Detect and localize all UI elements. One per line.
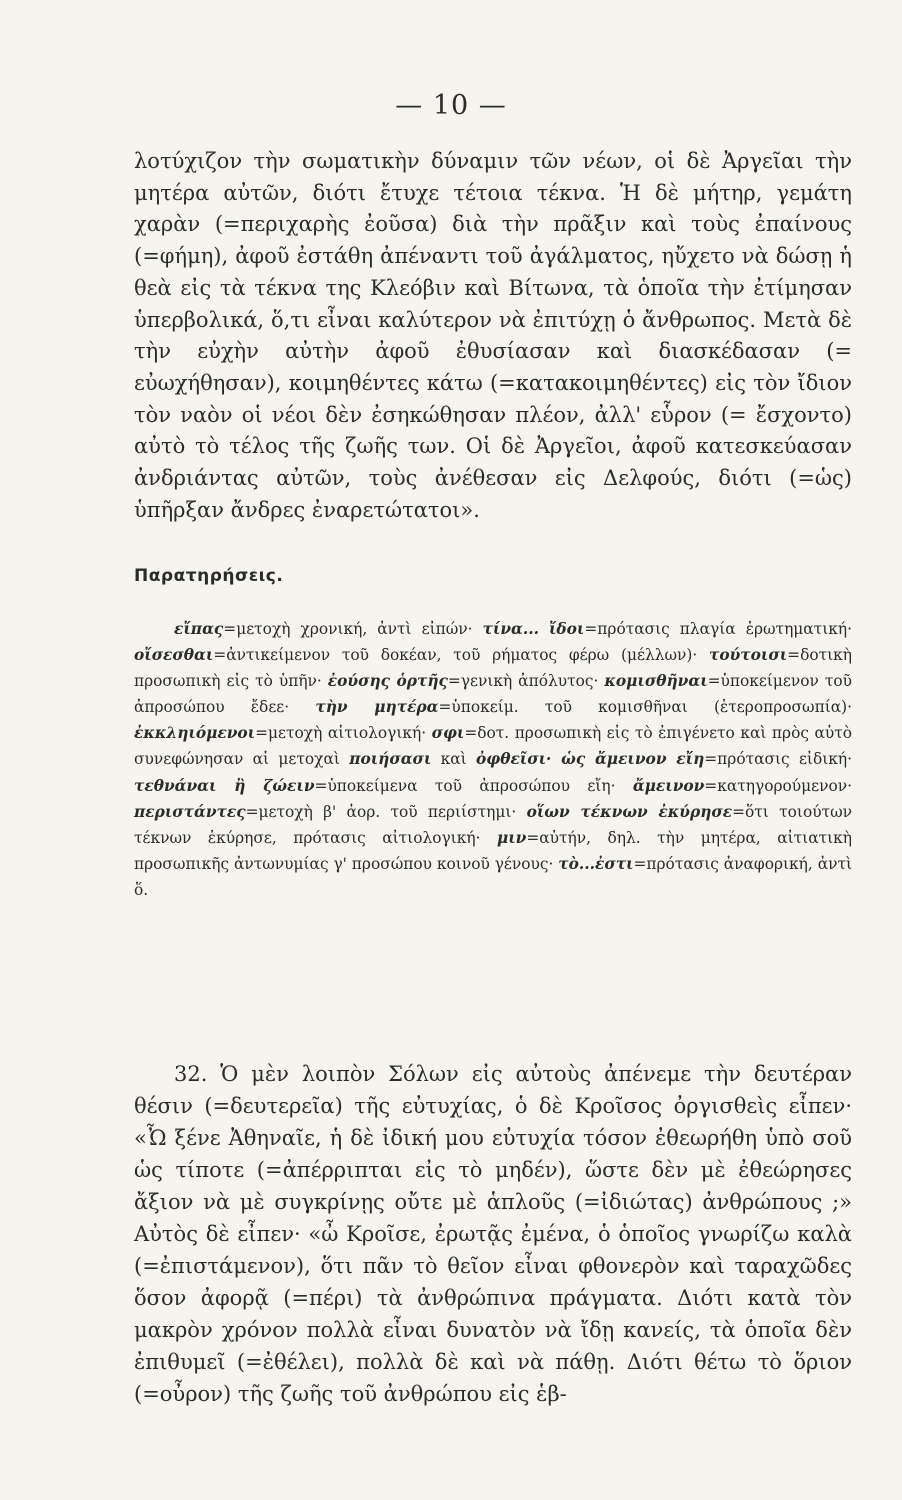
note-text xyxy=(539,620,549,638)
note-term: περιστάντες xyxy=(134,802,246,821)
section-32 xyxy=(134,1058,852,1410)
note-text: =ὑποκείμενον τοῦ ἀπροσώπου ἔδεε· xyxy=(134,672,852,717)
note-text: =αὐτήν, δηλ. τὴν μητέρα, αἰτιατικὴ προσωπικῆς ἀντωνυμίας γ' προσώπου κοινοῦ γένους· xyxy=(134,828,852,873)
notes-block xyxy=(134,616,852,903)
notes-heading: Παρατηρήσεις. xyxy=(134,566,284,586)
note-term: οἴσεσθαι xyxy=(134,646,214,665)
note-term: κομισθῆναι xyxy=(604,672,708,691)
note-term: οἵων τέκνων ἐκύρησε xyxy=(526,802,733,821)
note-term: ἴδοι xyxy=(548,620,585,638)
note-term: ὀφθεῖσι· ὡς ἄμεινον εἴη xyxy=(476,750,705,769)
note-text: =πρότασις ἀναφορική, ἀντὶ ὅ. xyxy=(134,854,852,899)
note-text: =ὑποκείμ. τοῦ κομισθῆναι (ἑτεροπροσωπία)· xyxy=(438,698,853,717)
note-text: =κατηγορούμενον· xyxy=(704,776,852,795)
notes-paragraph xyxy=(134,616,852,903)
note-term: ἄμεινον xyxy=(632,776,705,795)
note-text: =μετοχὴ αἰτιολογική· xyxy=(255,724,432,743)
note-text: =ὑποκείμενα τοῦ ἀπροσώπου εἴη· xyxy=(314,776,633,795)
note-term: εἴπας xyxy=(174,620,224,638)
note-text: =γενικὴ ἀπόλυτος· xyxy=(447,672,605,691)
note-term: ἐούσης ὁρτῆς xyxy=(327,672,448,691)
note-term: ποιήσασι xyxy=(349,750,432,769)
note-term: τίνα... xyxy=(482,620,539,638)
note-term: τούτοισι xyxy=(709,646,788,665)
note-text: =πρότασις εἰδική· xyxy=(704,750,852,769)
note-text: =ἀντικείμενον τοῦ δοκέαν, τοῦ ρήματος φέρω (μέλλων)· xyxy=(213,646,709,665)
note-term: μιν xyxy=(496,828,527,847)
note-term: τὴν μητέρα xyxy=(315,698,439,717)
note-text: =πρότασις πλαγία ἐρωτηματική· xyxy=(584,620,852,638)
note-text: =ὅτι τοιούτων τέκνων ἐκύρησε, πρότασις αἰτιολογική· xyxy=(134,802,852,847)
note-text: καὶ xyxy=(431,750,476,769)
page-number: — 10 — xyxy=(395,90,507,121)
note-text: =δοτ. προσωπικὴ εἰς τὸ ἐπιγένετο καὶ πρὸς αὐτὸ συνεφώνησαν αἱ μετοχαὶ xyxy=(134,724,852,769)
note-term: ἐκκληιόμενοι xyxy=(134,724,256,743)
note-term: τεθνάναι ἢ ζώειν xyxy=(134,776,315,795)
note-text: =δοτικὴ προσωπικὴ εἰς τὸ ὑπῆν· xyxy=(134,646,852,691)
note-term: σφι xyxy=(431,724,465,743)
paragraph: λοτύχιζον τὴν σωματικὴν δύναμιν τῶν νέων, οἱ δὲ Ἀργεῖαι τὴν μητέρα αὐτῶν, διότι ἔτυχε τέτοια τέκνα. Ἡ δὲ μήτηρ, γεμάτη χαρὰν (=περιχαρὴς ἐοῦσα) διὰ τὴν πρᾶξιν καὶ τοὺς ἐπαίνους (=φήμη), ἀφοῦ ἐστάθη ἀπέναντι τοῦ ἀγάλματος, ηὔχετο νὰ δώσῃ ἡ θεὰ εἰς τὰ τέκνα της Κλεόβιν καὶ Βίτωνα, τὰ ὁποῖα τὴν ἐτίμησαν ὑπερβολικά, ὅ,τι εἶναι καλύτερον νὰ ἐπιτύχῃ ὁ ἄνθρωπος. Μετὰ δὲ τὴν εὐχὴν αὐτὴν ἀφοῦ ἐθυσίασαν καὶ διασκέδασαν (= εὐωχήθησαν), κοιμηθέντες κάτω (=κατακοιμηθέντες) εἰς τὸν ἴδιον τὸν ναὸν οἱ νέοι δὲν ἐσηκώθησαν πλέον, ἀλλ' εὗρον (= ἔσχοντο) αὐτὸ τὸ τέλος τῆς ζωῆς των. Οἱ δὲ Ἀργεῖοι, ἀφοῦ κατεσκεύασαν ἀνδριάντας αὐτῶν, τοὺς ἀνέθεσαν εἰς Δελφούς, διότι (=ὡς) ὑπῆρξαν ἄνδρες ἐναρετώτατοι». xyxy=(134,149,852,522)
note-term: τὸ...ἐστι xyxy=(558,854,634,873)
note-text: =μετοχὴ β' ἀορ. τοῦ περιίστημι· xyxy=(245,802,527,821)
note-text: =μετοχὴ χρονική, ἀντὶ εἰπών· xyxy=(223,620,483,638)
main-text xyxy=(134,146,852,526)
section-paragraph: 32. Ὁ μὲν λοιπὸν Σόλων εἰς αὐτοὺς ἀπένεμε τὴν δευτέραν θέσιν (=δευτερεῖα) τῆς εὐτυχίας, ὁ δὲ Κροῖσος ὀργισθεὶς εἶπεν· «Ὦ ξένε Ἀθηναῖε, ἡ δὲ ἰδική μου εὐτυχία τόσον ἐθεωρήθη ὑπὸ σοῦ ὡς τίποτε (=ἀπέρριπται εἰς τὸ μηδέν), ὥστε δὲν μὲ ἐθεώρησες ἄξιον νὰ μὲ συγκρίνῃς οὔτε μὲ ἁπλοῦς (=ἰδιώτας) ἀνθρώπους ;» Αὐτὸς δὲ εἶπεν· «ὦ Κροῖσε, ἐρωτᾷς ἐμένα, ὁ ὁποῖος γνωρίζω καλὰ (=ἐπιστάμενον), ὅτι πᾶν τὸ θεῖον εἶναι φθονερὸν καὶ ταραχῶδες ὅσον ἀφορᾷ (=πέρι) τὰ ἀνθρώπινα πράγματα. Διότι κατὰ τὸν μακρὸν χρόνον πολλὰ εἶναι δυνατὸν νὰ ἴδῃ κανείς, τὰ ὁποῖα δὲν ἐπιθυμεῖ (=ἐθέλει), πολλὰ δὲ καὶ νὰ πάθῃ. Διότι θέτω τὸ ὅριον (=οὖρον) τῆς ζωῆς τοῦ ἀνθρώπου εἰς ἑβ- xyxy=(134,1062,852,1406)
